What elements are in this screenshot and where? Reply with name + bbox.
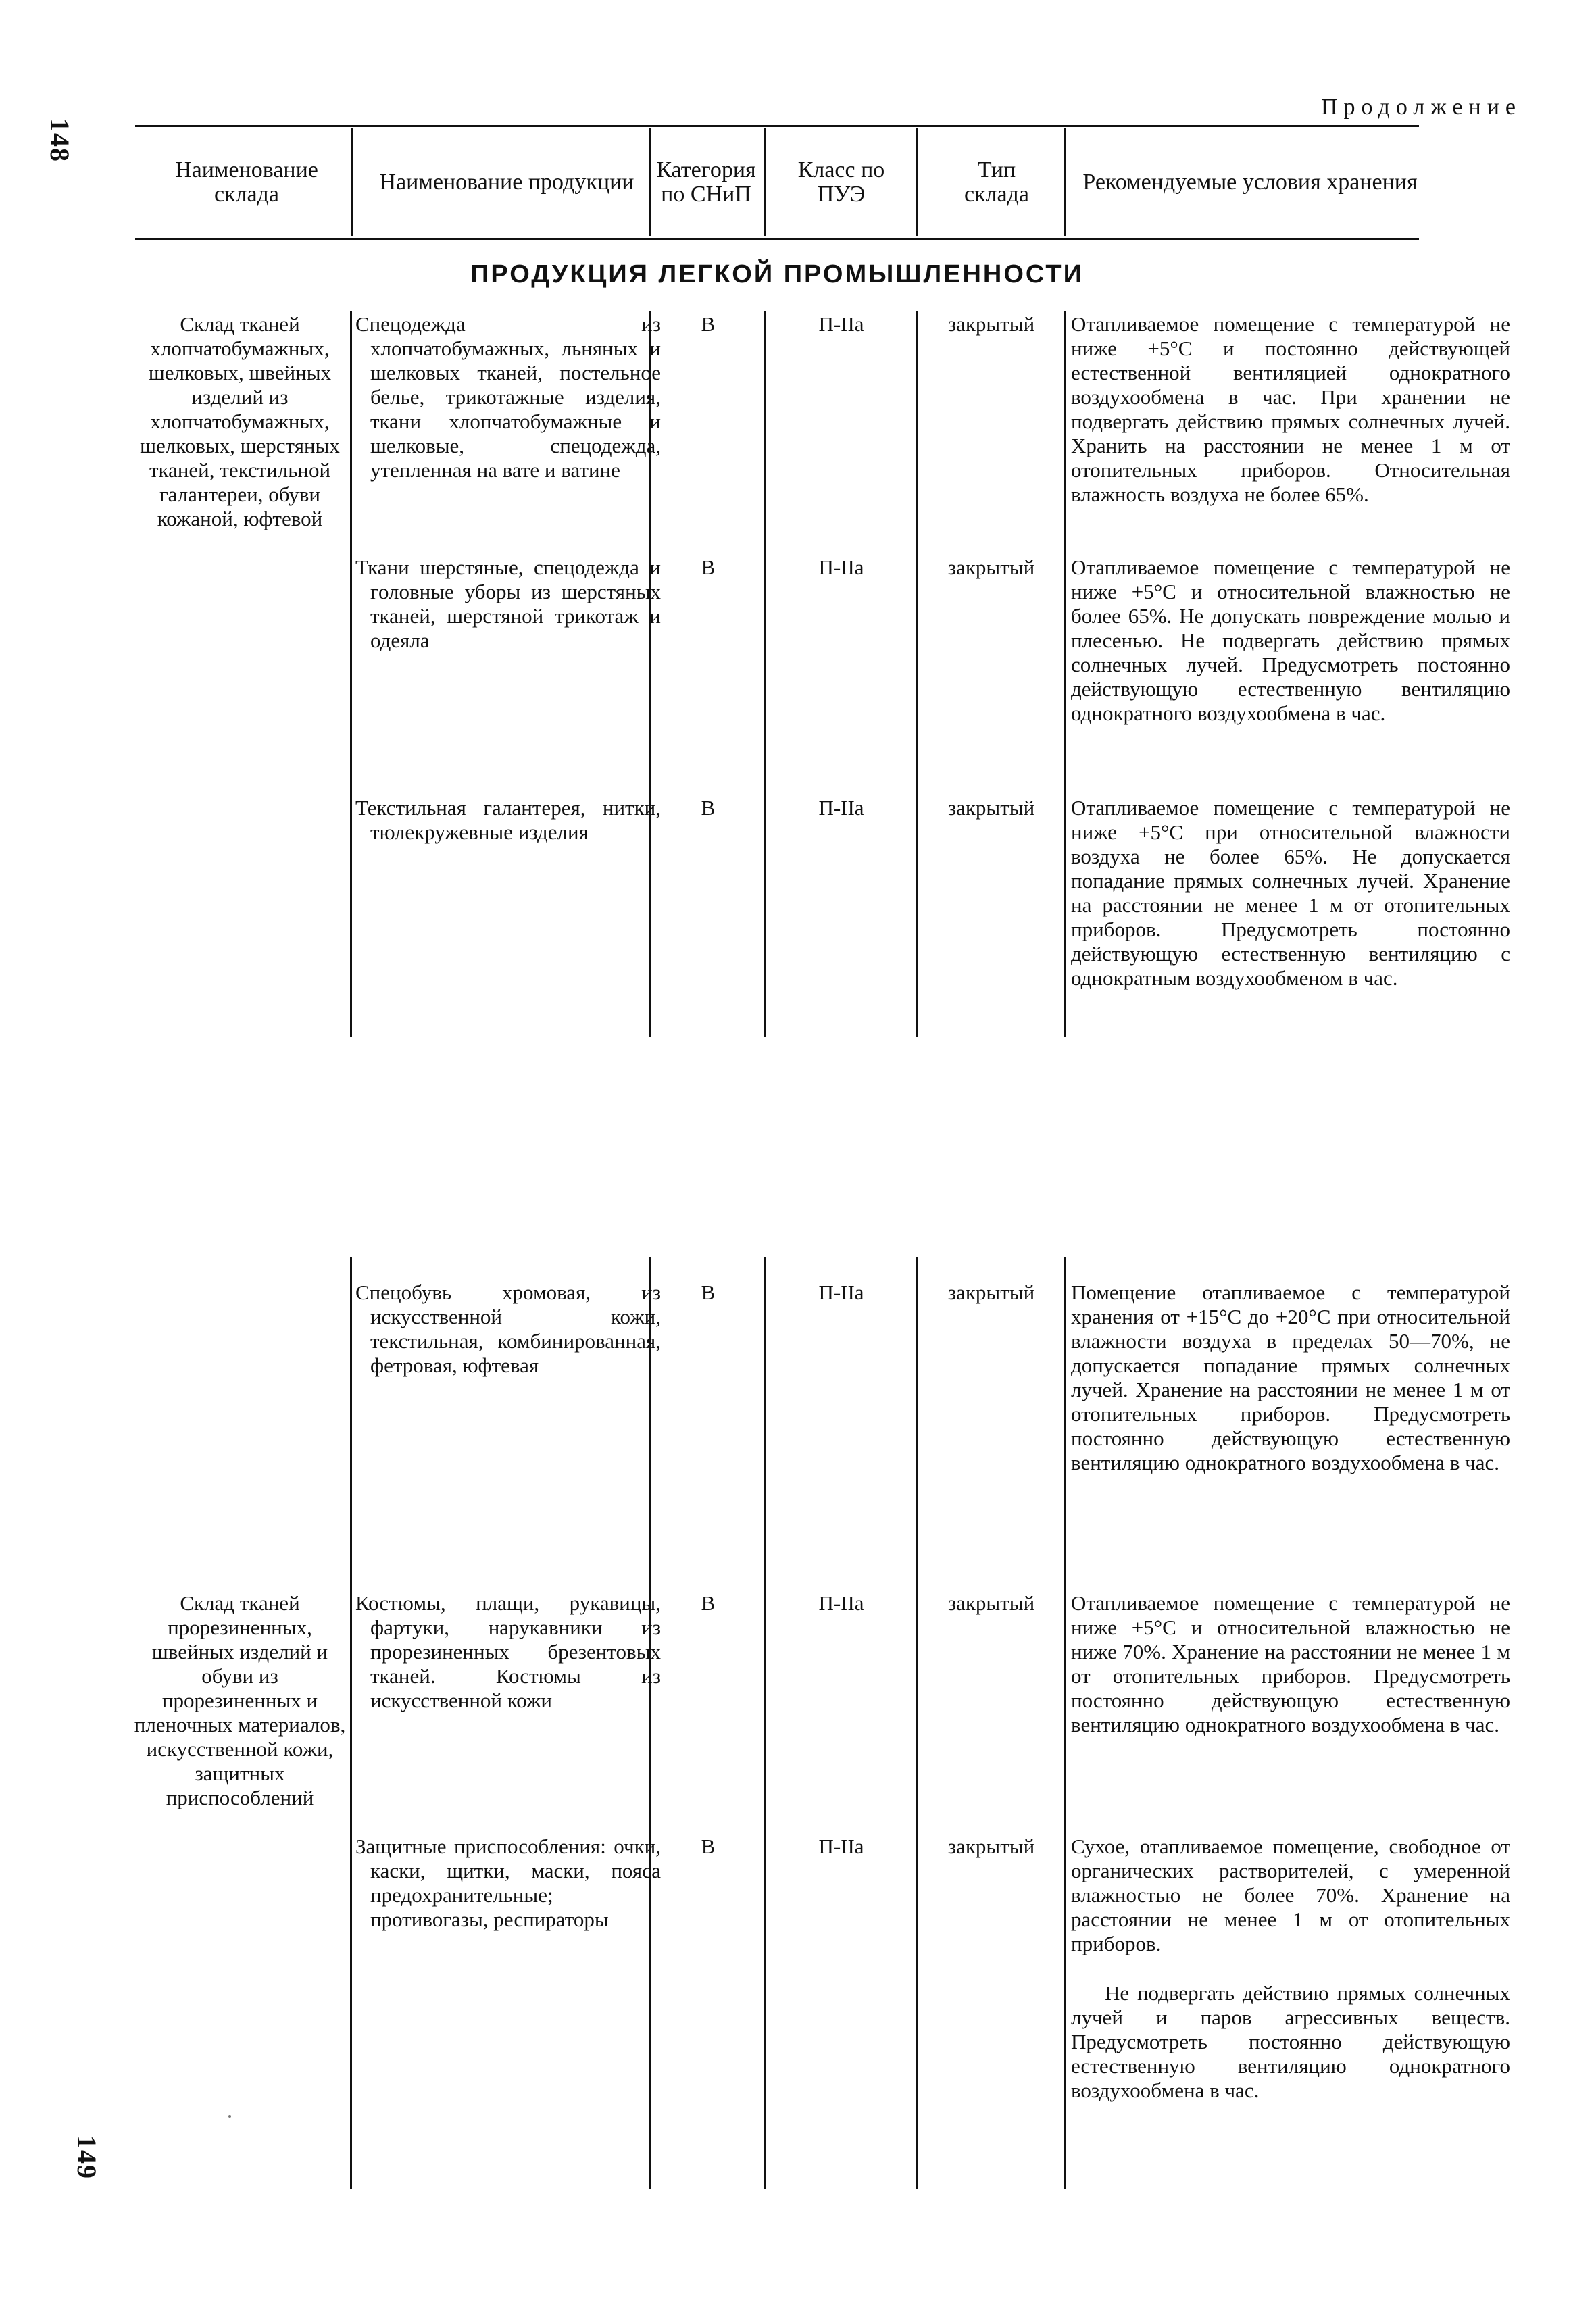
row-4-product: Спецобувь хромовая, из искусственной кожи, текстильная, комбинированная, фетровая, юфтевая <box>355 1280 661 1377</box>
row-3-pue-class: П-IIа <box>818 796 864 820</box>
row-5-pue-class: П-IIа <box>818 1591 864 1615</box>
page-number-top: 148 <box>45 118 75 163</box>
row-4-pue-class: П-IIа <box>818 1280 864 1304</box>
row-2-warehouse-type: закрытый <box>947 555 1035 579</box>
continuation-label: Продолжение <box>1320 95 1522 120</box>
body-divider-2b <box>649 1257 651 2189</box>
row-1-product: Спецодежда из хлопчатобумажных, льняных и шелковых тканей, постельное белье, трикотажные изделия, ткани хлопчатобумажные и шелковые, спецодежда, утепленная на вате и ватине <box>355 312 661 482</box>
row-2-pue-class: П-IIа <box>818 555 864 579</box>
row-4-warehouse-type: закрытый <box>947 1280 1035 1304</box>
row-1-category: В <box>701 312 716 336</box>
row-1-warehouse-type: закрытый <box>947 312 1035 336</box>
header-divider-3 <box>764 128 766 236</box>
row-4-category: В <box>701 1280 716 1304</box>
row-1-conditions: Отапливаемое помещение с температурой не ниже +5°С и постоянно действующей естественной вентиляцией однократного воздухообмена в час. При хранении не подвергать действию прямых солнечных лучей. Хранить на расстоянии не менее 1 м от отопительных приборов. Относительная влажность воздуха не более 65%. <box>1071 312 1510 506</box>
header-divider-4 <box>916 128 918 236</box>
warehouse-group-2: Склад тканей прорезиненных, швейных изделий и обуви из прорезиненных и пленочных материалов, искусственной кожи, защитных приспособлений <box>134 1591 346 1809</box>
row-3-category: В <box>701 796 716 820</box>
section-title: ПРОДУКЦИЯ ЛЕГКОЙ ПРОМЫШЛЕННОСТИ <box>470 260 1084 289</box>
row-2-category: В <box>701 555 716 579</box>
row-5-product: Костюмы, плащи, рукавицы, фартуки, нарукавники из прорезиненных брезентовых тканей. Костюмы из искусственной кожи <box>355 1591 661 1712</box>
header-bottom-rule <box>135 238 1419 240</box>
body-divider-5a <box>1064 311 1066 1037</box>
row-3-conditions: Отапливаемое помещение с температурой не ниже +5°С при относительной влажности воздуха не более 65%. Не допускается попадание прямых солнечных лучей. Хранение на расстоянии не менее 1 м от отопительных приборов. Предусмотреть постоянно действующую естественную вентиляцию с однократным воздухообменом в час. <box>1071 796 1510 990</box>
row-6-warehouse-type: закрытый <box>947 1834 1035 1858</box>
row-6-pue-class: П-IIа <box>818 1834 864 1858</box>
print-speck <box>228 2115 231 2118</box>
header-category: Категория по СНиП <box>656 157 756 207</box>
row-3-product: Текстильная галантерея, нитки, тюлекружевные изделия <box>355 796 661 844</box>
header-warehouse-type: Тип склада <box>964 157 1030 207</box>
body-divider-1a <box>350 311 352 1037</box>
header-divider-5 <box>1064 128 1066 236</box>
body-divider-5b <box>1064 1257 1066 2189</box>
row-4-conditions: Помещение отапливаемое с температурой хранения от +15°С до +20°С при относительной влажности воздуха в пределах 50—70%, не допускается попадание прямых солнечных лучей. Хранение на расстоянии не менее 1 м от отопительных приборов. Предусмотреть постоянно действующую естественную вентиляцию однократного воздухообмена в час. <box>1071 1280 1510 1474</box>
header-product: Наименование продукции <box>379 170 634 195</box>
body-divider-3b <box>764 1257 766 2189</box>
header-warehouse: Наименование склада <box>175 157 318 207</box>
row-6-product: Защитные приспособления: очки, каски, щитки, маски, пояса предохранительные; противогазы, респираторы <box>355 1834 661 1931</box>
row-5-category: В <box>701 1591 716 1615</box>
page-number-bottom: 149 <box>72 2135 102 2180</box>
row-6-category: В <box>701 1834 716 1858</box>
row-5-conditions: Отапливаемое помещение с температурой не ниже +5°С и относительной влажностью не ниже 70%. Хранение на расстоянии не менее 1 м от отопительных приборов. Предусмотреть постоянно действующую естественную вентиляцию однократного воздухообмена в час. <box>1071 1591 1510 1737</box>
header-top-rule <box>135 125 1419 127</box>
row-1-pue-class: П-IIа <box>818 312 864 336</box>
row-2-conditions: Отапливаемое помещение с температурой не ниже +5°С и относительной влажностью не более 65%. Не допускать повреждение молью и плесенью. Не подвергать действию прямых солнечных лучей. Предусмотреть постоянно действующую естественную вентиляцию однократного воздухообмена в час. <box>1071 555 1510 725</box>
warehouse-group-1: Склад тканей хлопчатобумажных, шелковых, швейных изделий из хлопчатобумажных, шелковых, шерстяных тканей, текстильной галантереи, обуви кожаной, юфтевой <box>140 312 340 530</box>
row-6-conditions: Сухое, отапливаемое помещение, свободное от органических растворителей, с умеренной влажностью не более 70%. Хранение на расстоянии не менее 1 м от отопительных приборов. <box>1071 1834 1510 1955</box>
body-divider-1b <box>350 1257 352 2189</box>
row-5-warehouse-type: закрытый <box>947 1591 1035 1615</box>
body-divider-4b <box>916 1257 918 2189</box>
row-3-warehouse-type: закрытый <box>947 796 1035 820</box>
header-conditions: Рекомендуемые условия хранения <box>1082 170 1418 195</box>
body-divider-3a <box>764 311 766 1037</box>
row-6-conditions-extra: Не подвергать действию прямых солнечных лучей и паров агрессивных веществ. Предусмотреть постоянно действующую естественную вентиляцию однократного воздухообмена в час. <box>1071 1981 1510 2102</box>
header-pue-class: Класс по ПУЭ <box>797 157 885 207</box>
header-divider-2 <box>649 128 651 236</box>
body-divider-4a <box>916 311 918 1037</box>
row-2-product: Ткани шерстяные, спецодежда и головные уборы из шерстяных тканей, шерстяной трикотаж и одеяла <box>355 555 661 652</box>
header-divider-1 <box>351 128 353 236</box>
